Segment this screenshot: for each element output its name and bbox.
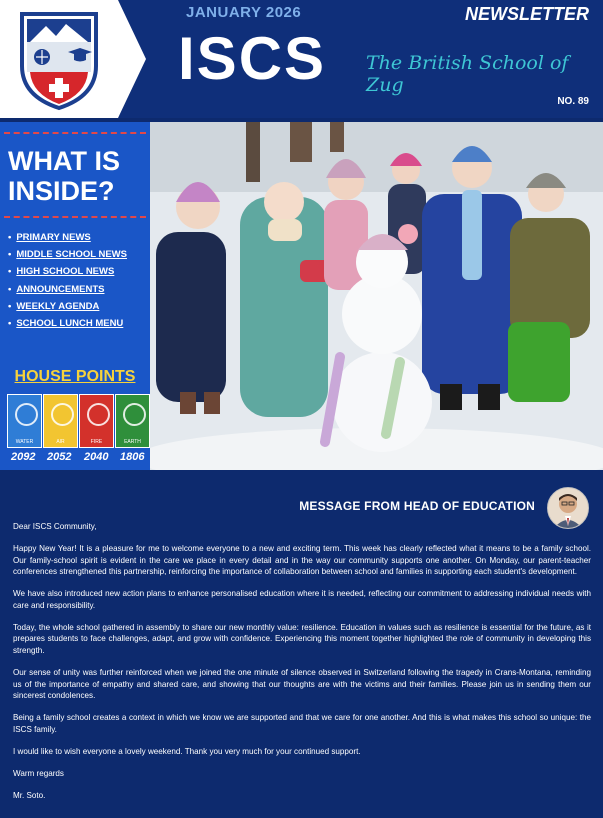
message-salutation: Dear ISCS Community, bbox=[13, 522, 97, 531]
message-paragraph: I would like to wish everyone a lovely weekend. Thank you very much for your continued support. bbox=[13, 746, 361, 756]
house-name: FIRE bbox=[90, 439, 103, 445]
house-crest-air bbox=[43, 394, 78, 448]
menu-item-primary-news[interactable]: • PRIMARY NEWS bbox=[8, 232, 127, 249]
children-snowman-illustration bbox=[150, 122, 603, 470]
house-points-earth: 1806 bbox=[120, 451, 145, 463]
school-logo bbox=[0, 0, 118, 118]
contents-title-line2: INSIDE? bbox=[8, 176, 115, 206]
newsletter-label: NEWSLETTER bbox=[465, 4, 589, 24]
message-closing: Warm regards bbox=[13, 768, 64, 778]
message-title: MESSAGE FROM HEAD OF EDUCATION bbox=[299, 499, 535, 513]
fire-emblem-icon bbox=[87, 403, 110, 426]
menu-item-school-lunch-menu[interactable]: • SCHOOL LUNCH MENU bbox=[8, 318, 127, 335]
message-paragraph: We have also introduced new action plans to enhance personalised education where it is needed, reflecting our commitment to addressing individual needs with care and responsibility. bbox=[13, 589, 591, 610]
contents-title-line1: WHAT IS bbox=[8, 146, 120, 176]
menu-item-weekly-agenda[interactable]: • WEEKLY AGENDA bbox=[8, 301, 127, 318]
menu-item-middle-school-news[interactable]: • MIDDLE SCHOOL NEWS bbox=[8, 249, 127, 266]
menu-item-high-school-news[interactable]: • HIGH SCHOOL NEWS bbox=[8, 266, 127, 283]
dashed-divider bbox=[4, 132, 146, 134]
snow-photo bbox=[150, 122, 603, 470]
contents-sidebar bbox=[0, 122, 150, 358]
house-points-fire: 2040 bbox=[84, 451, 109, 463]
air-emblem-icon bbox=[51, 403, 74, 426]
issue-month: JANUARY 2026 bbox=[186, 4, 302, 21]
shield-logo-icon bbox=[0, 0, 118, 118]
house-points-panel bbox=[0, 358, 150, 470]
message-paragraph: Today, the whole school gathered in assembly to share our new monthly value: resilience. Education in values such as resilience is essential for the future, as it prepares students to face challenges, adapt, and grow with confidence. Experiencing this moment together highlighted the role of community in developing this strength. bbox=[13, 622, 591, 655]
message-paragraph: Happy New Year! It is a pleasure for me to welcome everyone to a new and exciting term. This week has clearly reflected what it means to be a family school. Our family-school spirit is evident in the care we place in every detail and in the way our community supports one another. On Monday, our parent-teacher conferences strengthened this partnership, reinforcing the importance of collaboration between school and families in supporting each student's development. bbox=[13, 543, 591, 577]
message-paragraph: Being a family school creates a context in which we know we are supported and that we care for one another. And this is what makes this school so unique: the ISCS family. bbox=[13, 713, 591, 734]
head-of-education-message bbox=[0, 470, 603, 818]
house-crest-fire bbox=[79, 394, 114, 448]
dashed-divider bbox=[4, 216, 146, 218]
water-emblem-icon bbox=[15, 403, 38, 426]
house-name: WATER bbox=[15, 439, 34, 445]
school-name: ISCS bbox=[178, 25, 327, 92]
issue-number: NO. 89 bbox=[557, 96, 589, 107]
house-crest-earth bbox=[115, 394, 150, 448]
message-body bbox=[13, 521, 591, 812]
house-points-air: 2052 bbox=[47, 451, 72, 463]
house-name: EARTH bbox=[124, 439, 141, 445]
house-points-water: 2092 bbox=[11, 451, 36, 463]
house-points-title: HOUSE POINTS bbox=[14, 368, 136, 385]
house-name: AIR bbox=[56, 439, 65, 445]
message-signature: Mr. Soto. bbox=[13, 790, 46, 800]
message-paragraph: Our sense of unity was further reinforced when we joined the one minute of silence observed in Switzerland following the tragedy in Crans-Montana, reminding us of the importance of empathy and shared care, and showing that our thoughts are with the victims and their families. Please join us in sending them our sincerest condolences. bbox=[13, 667, 591, 701]
contents-menu bbox=[8, 232, 127, 335]
contents-title bbox=[8, 146, 120, 206]
earth-emblem-icon bbox=[123, 403, 146, 426]
house-crest-water bbox=[7, 394, 42, 448]
school-tagline: The British School of Zug bbox=[366, 52, 569, 96]
menu-item-announcements[interactable]: • ANNOUNCEMENTS bbox=[8, 284, 127, 301]
newsletter-header bbox=[0, 0, 603, 118]
logo-arrow bbox=[118, 0, 146, 118]
